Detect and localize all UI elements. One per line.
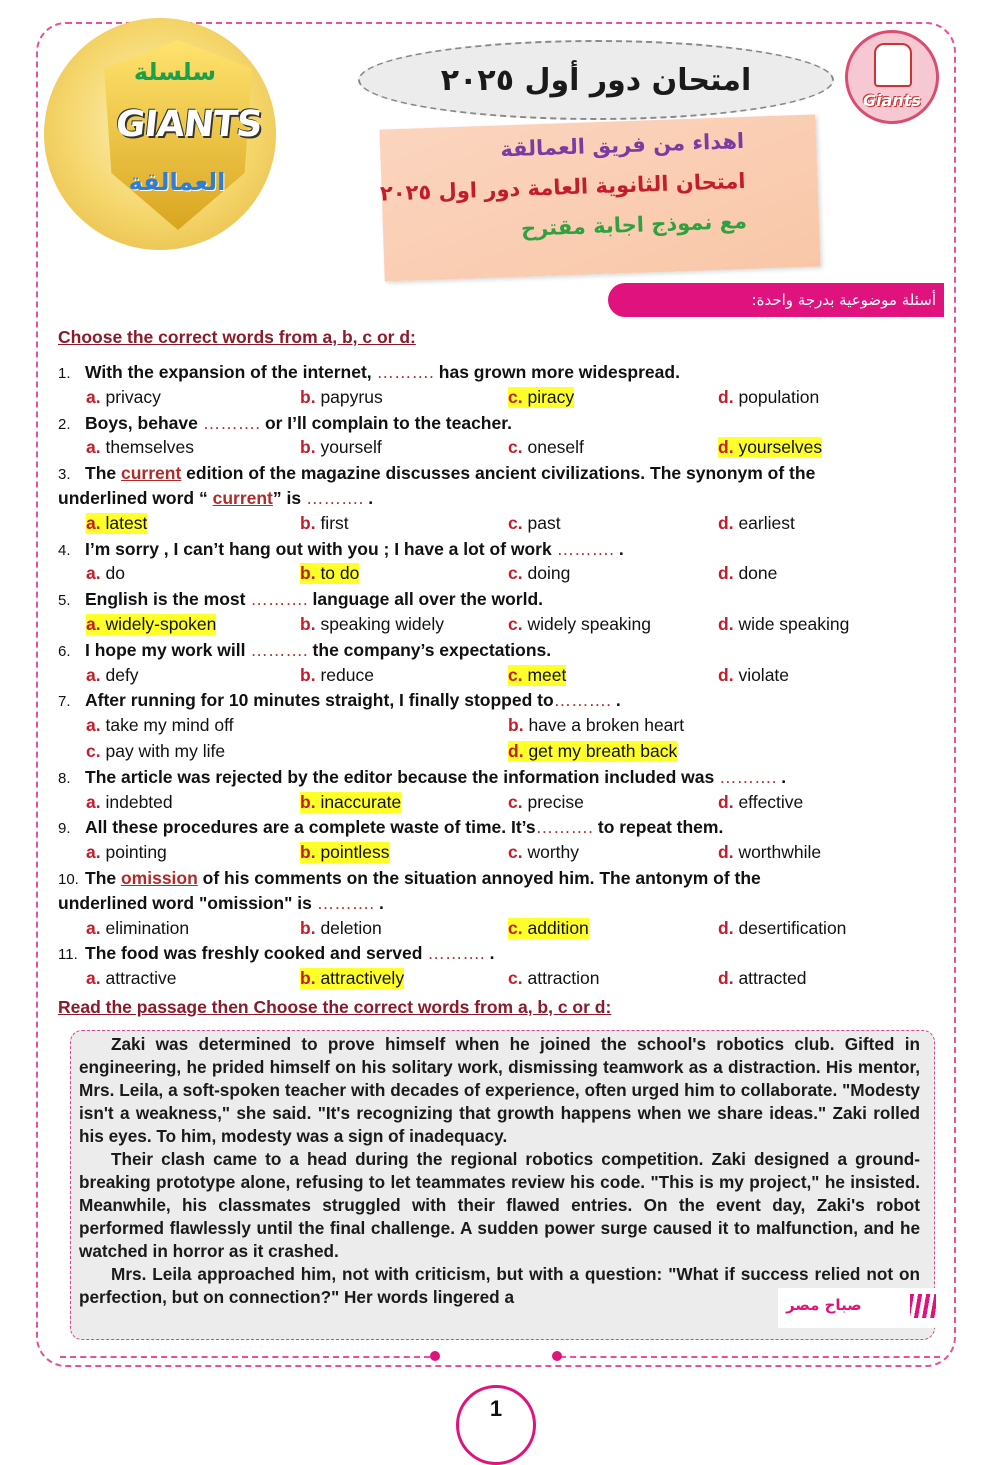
option-c-correct[interactable]	[508, 918, 589, 939]
question-text: language all over the world.	[307, 589, 544, 610]
footer-line-right	[560, 1356, 940, 1358]
option-a-correct[interactable]	[86, 614, 216, 635]
option-letter: c.	[508, 614, 523, 634]
question-7-line-1	[58, 690, 938, 711]
blank: ……….	[427, 943, 485, 964]
option-text: addition	[527, 917, 589, 938]
question-text: ” is	[272, 488, 306, 508]
question-4-line-1	[58, 539, 938, 560]
option-letter: d.	[718, 437, 734, 458]
option-text: latest	[105, 512, 148, 533]
option-d[interactable]	[718, 387, 819, 408]
blank: ……….	[556, 538, 614, 559]
option-text: precise	[527, 791, 584, 812]
logo-top-text: سلسلة	[133, 58, 217, 86]
footer-dot-left	[430, 1351, 440, 1361]
question-10-line-2	[58, 893, 938, 914]
option-letter: d.	[718, 563, 734, 584]
option-d[interactable]	[718, 918, 846, 939]
page-title: امتحان دور أول ٢٠٢٥	[358, 40, 834, 120]
option-a[interactable]	[86, 387, 161, 408]
option-text: get my breath back	[528, 741, 678, 761]
option-letter: a.	[86, 917, 101, 938]
question-text: to repeat them.	[593, 817, 724, 838]
option-letter: b.	[300, 968, 316, 989]
question-number: 3.	[58, 466, 71, 484]
option-a-correct[interactable]	[86, 513, 147, 534]
option-letter: c.	[508, 437, 523, 458]
question-text: .	[611, 690, 621, 711]
option-letter: d.	[508, 741, 524, 761]
option-letter: c.	[508, 917, 523, 938]
option-text: speaking widely	[320, 614, 444, 634]
giants-badge	[845, 30, 939, 124]
option-b[interactable]	[300, 513, 349, 534]
question-text: edition of the magazine discusses ancient civilizations. The synonym of the	[181, 463, 816, 484]
section1-heading: Choose the correct words from a, b, c or d:	[58, 327, 416, 347]
question-number: 2.	[58, 415, 71, 433]
question-number: 9.	[58, 820, 71, 838]
option-letter: d.	[718, 512, 734, 533]
option-letter: b.	[300, 791, 316, 812]
option-letter: d.	[718, 842, 734, 863]
option-letter: d.	[718, 386, 734, 407]
option-d[interactable]	[718, 614, 849, 635]
option-letter: c.	[508, 664, 523, 685]
option-letter: c.	[508, 512, 523, 533]
option-letter: c.	[508, 968, 523, 989]
question-text: After running for 10 minutes straight, I finally stopped to	[85, 690, 554, 711]
option-letter: b.	[300, 563, 316, 584]
option-text: attractive	[105, 968, 177, 989]
option-text: worthy	[527, 842, 580, 863]
question-text: All these procedures are a complete waste of time. It’s	[85, 817, 536, 838]
page-number: 1	[489, 1396, 503, 1421]
option-letter: a.	[86, 437, 101, 458]
question-text: I hope my work will	[85, 639, 251, 660]
option-b[interactable]	[300, 387, 383, 408]
blank: ……….	[250, 639, 308, 660]
underlined-word: current	[120, 463, 182, 484]
option-text: yourselves	[738, 437, 823, 458]
option-c-correct[interactable]	[508, 387, 574, 408]
option-letter: c.	[508, 386, 523, 407]
question-text: of his comments on the situation annoyed him. The antonym of the	[197, 868, 761, 888]
option-text: deletion	[320, 917, 382, 938]
option-text: wide speaking	[738, 614, 850, 634]
option-b[interactable]	[300, 614, 444, 635]
option-a[interactable]	[86, 968, 176, 989]
question-text: Boys, behave	[85, 412, 203, 433]
option-text: widely speaking	[527, 614, 652, 634]
question-10-line-1	[58, 868, 938, 889]
option-c[interactable]	[508, 437, 584, 458]
option-d-correct[interactable]	[718, 437, 822, 458]
option-letter: b.	[300, 917, 316, 938]
passage-paragraph-3: Mrs. Leila approached him, not with criticism, but with a question: "What if success relied not on perfection, but on connection?" Her words lingered a	[79, 1264, 920, 1307]
option-text: pointless	[320, 842, 390, 863]
option-letter: b.	[508, 715, 524, 736]
section2-heading: Read the passage then Choose the correct words from a, b, c or d:	[58, 997, 612, 1017]
option-c[interactable]	[508, 792, 584, 813]
option-c[interactable]	[508, 563, 570, 584]
question-text: The	[85, 868, 121, 888]
option-letter: d.	[718, 664, 734, 685]
option-a[interactable]	[86, 665, 139, 686]
option-d[interactable]	[718, 792, 803, 813]
question-3-line-1	[58, 463, 938, 484]
question-text: The	[85, 463, 121, 484]
question-11-line-1	[58, 943, 938, 964]
blank: ……….	[250, 589, 308, 610]
info-box	[379, 114, 820, 281]
page-number-badge	[456, 1385, 536, 1465]
option-b-correct[interactable]	[300, 563, 359, 584]
option-text: inaccurate	[320, 791, 402, 812]
blank: ……….	[202, 412, 261, 433]
underlined-word: current	[212, 488, 273, 508]
option-text: desertification	[738, 917, 847, 938]
question-number: 5.	[58, 592, 71, 610]
question-text: The food was freshly cooked and served	[85, 943, 428, 964]
watermark-stripes-icon	[910, 1294, 936, 1318]
option-letter: b.	[300, 614, 316, 634]
option-letter: b.	[300, 386, 316, 407]
passage-paragraph-2: Their clash came to a head during the regional robotics competition. Zaki designed a ground-breaking prototype alone, refusing to let teammates review his code. "This is my project," he insisted. Meanwhile, his classmates struggled with their flawed entries. On the event day, Zaki's robot performed flawlessly until the final challenge. A sudden power surge caused it to malfunction, and he watched in horror as it crashed.	[79, 1149, 920, 1261]
option-text: done	[738, 563, 778, 584]
option-letter: a.	[86, 386, 101, 407]
option-letter: a.	[86, 664, 101, 685]
question-text: .	[776, 766, 787, 787]
section-bar: أسئلة موضوعية بدرجة واحدة:	[608, 283, 944, 317]
option-d[interactable]	[718, 513, 795, 534]
option-letter: b.	[300, 437, 316, 458]
question-number: 1.	[58, 365, 71, 382]
option-letter: a.	[86, 968, 101, 989]
question-text: With the expansion of the internet,	[85, 362, 377, 382]
option-text: elimination	[105, 917, 190, 938]
blank: ……….	[719, 766, 777, 787]
question-text: the company’s expectations.	[307, 639, 552, 660]
option-c[interactable]	[508, 513, 561, 534]
option-b[interactable]	[300, 665, 374, 686]
option-text: privacy	[105, 386, 161, 407]
question-text: .	[363, 488, 374, 508]
underlined-word: omission	[120, 868, 198, 888]
option-text: effective	[738, 791, 804, 812]
option-text: oneself	[527, 437, 584, 458]
info-line-1: اهداء من فريق العمالقة	[499, 128, 745, 162]
question-number: 8.	[58, 769, 71, 787]
option-b-correct[interactable]	[300, 968, 404, 989]
option-text: past	[527, 512, 561, 533]
question-2-line-1	[58, 413, 938, 434]
question-text: The article was rejected by the editor because the information included was	[85, 766, 720, 787]
option-a[interactable]	[86, 842, 167, 863]
option-text: piracy	[527, 386, 575, 407]
question-8-line-1	[58, 767, 938, 788]
question-text: .	[374, 892, 384, 913]
option-letter: a.	[86, 791, 101, 812]
option-a[interactable]	[86, 715, 234, 736]
blank: ……….	[553, 690, 612, 711]
option-letter: a.	[86, 715, 101, 736]
option-text: doing	[527, 563, 571, 584]
option-a[interactable]	[86, 563, 125, 584]
option-d[interactable]	[718, 842, 821, 863]
option-text: attractively	[320, 968, 405, 989]
question-number: 10.	[58, 871, 79, 888]
option-text: to do	[320, 563, 360, 584]
blank: ……….	[376, 362, 434, 382]
option-text: do	[105, 563, 125, 584]
question-number: 11.	[58, 946, 78, 964]
question-3-line-2	[58, 488, 938, 509]
blank: ……….	[305, 488, 364, 508]
option-text: meet	[527, 664, 567, 685]
option-letter: c.	[86, 741, 101, 761]
footer-dot-right	[552, 1351, 562, 1361]
question-6-line-1	[58, 640, 938, 661]
option-letter: d.	[718, 968, 734, 989]
passage-paragraph-1: Zaki was determined to prove himself when he joined the school's robotics club. Gifted in engineering, he prided himself on his solitary work, dismissing teamwork as a distraction. His mentor, Mrs. Leila, a soft-spoken teacher with decades of experience, often urged him to collaborate. "Modesty isn't a weakness," she said. "It's recognizing that growth happens when we share ideas." Zaki rolled his eyes. To him, modesty was a sign of inadequacy.	[79, 1034, 920, 1146]
option-letter: d.	[718, 917, 734, 938]
option-text: violate	[738, 664, 790, 685]
question-number: 4.	[58, 541, 71, 559]
option-letter: c.	[508, 563, 523, 584]
info-line-3: مع نموذج اجابة مقترح	[520, 208, 748, 241]
option-d[interactable]	[718, 968, 807, 989]
option-text: defy	[105, 664, 139, 685]
option-letter: d.	[718, 614, 734, 634]
option-letter: b.	[300, 664, 316, 685]
info-line-2: امتحان الثانوية العامة دور اول ٢٠٢٥	[379, 168, 746, 206]
fist-icon	[874, 43, 912, 87]
option-a[interactable]	[86, 437, 194, 458]
question-number: 6.	[58, 642, 71, 660]
option-letter: b.	[300, 512, 316, 533]
option-a[interactable]	[86, 918, 189, 939]
option-b-correct[interactable]	[300, 842, 390, 863]
option-text: earliest	[738, 512, 795, 533]
option-b[interactable]	[300, 437, 382, 458]
question-text: English is the most	[85, 589, 251, 610]
option-b-correct[interactable]	[300, 792, 401, 813]
option-text: attraction	[527, 968, 600, 989]
badge-text: Giants	[863, 91, 921, 110]
option-letter: c.	[508, 842, 523, 863]
question-5-line-1	[58, 589, 938, 610]
question-text: has grown more widespread.	[433, 362, 680, 382]
option-letter: a.	[86, 842, 101, 863]
option-c[interactable]	[508, 842, 579, 863]
footer-line-left	[60, 1356, 430, 1358]
blank: ……….	[535, 817, 593, 838]
option-text: pointing	[105, 842, 167, 863]
option-d[interactable]	[718, 665, 789, 686]
question-text: .	[484, 943, 495, 964]
logo-bottom-text: العمالقة	[128, 168, 226, 196]
option-text: yourself	[320, 437, 382, 458]
question-text: I’m sorry , I can’t hang out with you ; I have a lot of work	[85, 538, 557, 559]
option-c[interactable]	[508, 614, 651, 635]
option-a[interactable]	[86, 792, 173, 813]
option-text: themselves	[105, 437, 194, 458]
question-1-line-1	[58, 362, 938, 383]
option-b[interactable]	[300, 918, 382, 939]
logo-giants-text: GIANTS	[113, 104, 264, 145]
option-text: widely-spoken	[105, 614, 217, 634]
blank: ……….	[316, 892, 375, 913]
option-c[interactable]	[86, 741, 225, 762]
option-text: first	[320, 512, 349, 533]
option-text: population	[738, 386, 820, 407]
option-letter: c.	[508, 791, 523, 812]
question-text: underlined word “	[58, 488, 213, 508]
option-c-correct[interactable]	[508, 665, 566, 686]
question-text: or I’ll complain to the teacher.	[260, 412, 512, 433]
question-text: underlined word "omission" is	[58, 892, 317, 913]
watermark-text: صباح مصر	[786, 1296, 862, 1314]
option-d-correct[interactable]	[508, 741, 677, 762]
question-number: 7.	[58, 693, 71, 711]
option-text: take my mind off	[105, 715, 234, 736]
option-text: have a broken heart	[528, 715, 685, 736]
option-text: papyrus	[320, 386, 383, 407]
option-letter: d.	[718, 791, 734, 812]
option-letter: b.	[300, 842, 316, 863]
option-c[interactable]	[508, 968, 599, 989]
option-letter: a.	[86, 563, 101, 584]
option-letter: a.	[86, 614, 101, 634]
question-text: .	[613, 538, 624, 559]
option-text: worthwhile	[738, 842, 822, 863]
option-letter: a.	[86, 512, 101, 533]
option-b[interactable]	[508, 715, 684, 736]
question-9-line-1	[58, 817, 938, 838]
option-text: reduce	[320, 664, 374, 685]
option-text: pay with my life	[105, 741, 226, 761]
option-text: attracted	[738, 968, 807, 989]
option-text: indebted	[105, 791, 173, 812]
option-d[interactable]	[718, 563, 777, 584]
